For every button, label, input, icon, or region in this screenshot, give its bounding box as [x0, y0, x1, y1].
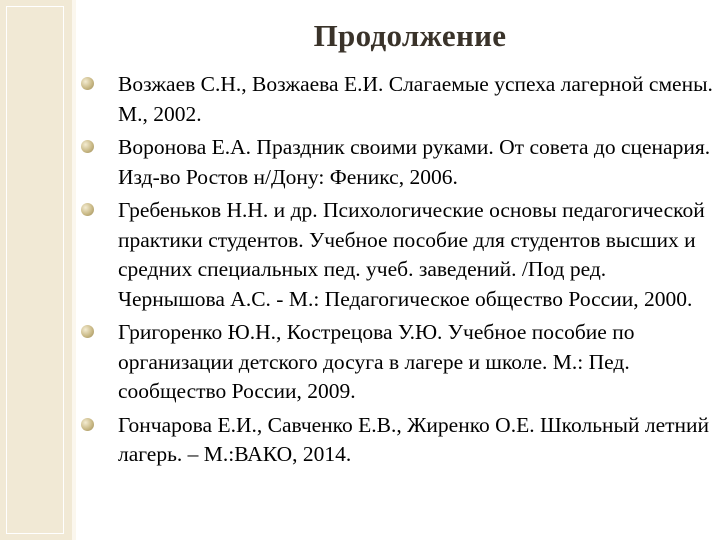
list-item [78, 196, 718, 314]
reference-text: Возжаев С.Н., Возжаева Е.И. Слагаемые успеха лагерной смены. М., 2002. [118, 72, 713, 126]
round-bullet-icon [81, 203, 94, 216]
reference-text: Григоренко Ю.Н., Кострецова У.Ю. Учебное пособие по организации детского досуга в лагере и школе. М.: Пед. сообщество России, 2009. [118, 320, 635, 403]
round-bullet-icon [81, 325, 94, 338]
reference-text: Гончарова Е.И., Савченко Е.В., Жиренко О.Е. Школьный летний лагерь. – М.:ВАКО, 2014. [118, 412, 710, 466]
references-list [78, 70, 718, 474]
round-bullet-icon [81, 418, 94, 431]
decorative-side-panel [0, 0, 73, 540]
slide-title: Продолжение [313, 18, 507, 53]
round-bullet-icon [81, 140, 94, 153]
round-bullet-icon [81, 77, 94, 90]
list-item [78, 318, 718, 407]
list-item [78, 133, 718, 192]
list-item [78, 70, 718, 129]
decorative-side-stripe [72, 0, 76, 540]
reference-text: Гребеньков Н.Н. и др. Психологические основы педагогической практики студентов. Учебное пособие для студентов высших и средних специальных пед. учеб. заведений. /Под ред. Чернышова А.С. - М.: Педагогическое общество России, 2000. [118, 198, 705, 311]
list-item [78, 411, 718, 470]
reference-text: Воронова Е.А. Праздник своими руками. От совета до сценария. Изд-во Ростов н/Дону: Феникс, 2006. [118, 135, 711, 189]
side-panel-inner-border [6, 6, 64, 534]
